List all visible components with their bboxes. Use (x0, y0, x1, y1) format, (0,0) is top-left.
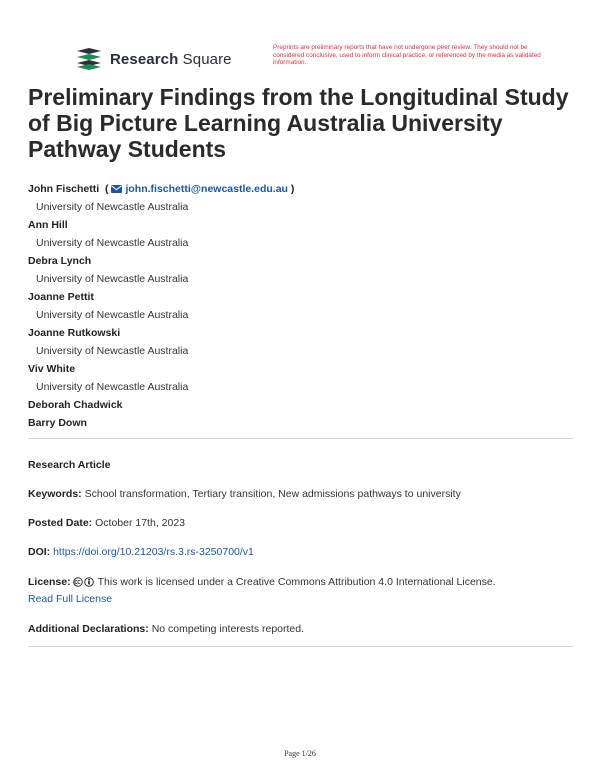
doi (28, 545, 573, 560)
license (28, 575, 573, 607)
research-square-logo-icon (76, 48, 102, 70)
author-entry (28, 288, 568, 324)
divider (28, 646, 573, 647)
author-name: John Fischetti (28, 183, 100, 195)
keywords-value: School transformation, Tertiary transition, New admissions pathways to university (84, 488, 461, 500)
declarations-label: Additional Declarations: (28, 623, 149, 635)
author-affiliation: University of Newcastle Australia (36, 309, 189, 321)
author-name: Barry Down (28, 417, 87, 429)
author-affiliation: University of Newcastle Australia (36, 381, 189, 393)
declarations-value: No competing interests reported. (151, 623, 305, 635)
author-name: Joanne Rutkowski (28, 327, 121, 339)
mail-icon (111, 185, 122, 193)
author-name: Viv White (28, 363, 76, 375)
posted-date-value: October 17th, 2023 (95, 517, 186, 529)
author-entry (28, 324, 568, 360)
keywords-label: Keywords: (28, 488, 82, 500)
divider (28, 438, 573, 439)
author-email-wrap: ( john.fischetti@newcastle.edu.au ) (102, 183, 295, 195)
author-entry (28, 414, 568, 432)
page-header (76, 44, 546, 76)
author-affiliation: University of Newcastle Australia (36, 273, 189, 285)
brand-name (110, 51, 232, 68)
article-type-value: Research Article (28, 459, 111, 471)
author-affiliation: University of Newcastle Australia (36, 345, 189, 357)
article-type (28, 458, 573, 473)
author-affiliation: University of Newcastle Australia (36, 237, 189, 249)
author-name: Deborah Chadwick (28, 399, 123, 411)
brand-name-part2: Square (182, 50, 232, 68)
author-entry (28, 360, 568, 396)
author-list (28, 180, 568, 432)
posted-date (28, 516, 573, 531)
research-square-logo[interactable] (76, 48, 232, 70)
author-entry (28, 216, 568, 252)
page-number: Page 1/26 (284, 749, 316, 758)
read-full-license-link[interactable]: Read Full License (28, 593, 113, 605)
posted-date-label: Posted Date: (28, 517, 93, 529)
author-affiliation: University of Newcastle Australia (36, 201, 189, 213)
doi-label: DOI: (28, 546, 51, 558)
doi-link[interactable]: https://doi.org/10.21203/rs.3.rs-3250700/v1 (53, 546, 254, 558)
license-label: License: (28, 576, 71, 588)
author-entry (28, 180, 568, 216)
license-text: This work is licensed under a Creative Commons Attribution 4.0 International License. (97, 576, 496, 588)
author-email-link[interactable]: john.fischetti@newcastle.edu.au (125, 183, 288, 195)
additional-declarations (28, 622, 573, 637)
paper-title: Preliminary Findings from the Longitudinal Study of Big Picture Learning Australia University Pathway Students (28, 84, 569, 162)
author-name: Joanne Pettit (28, 291, 94, 303)
keywords (28, 487, 573, 502)
cc-by-icon (73, 577, 95, 592)
brand-name-part1: Research (110, 50, 179, 68)
author-entry (28, 252, 568, 288)
author-entry (28, 396, 568, 414)
author-name: Ann Hill (28, 219, 68, 231)
preprint-disclaimer: Preprints are preliminary reports that have not undergone peer review. They should not be considered conclusive, used to inform clinical practice, or referenced by the media as validated information. (273, 44, 541, 67)
author-name: Debra Lynch (28, 255, 92, 267)
